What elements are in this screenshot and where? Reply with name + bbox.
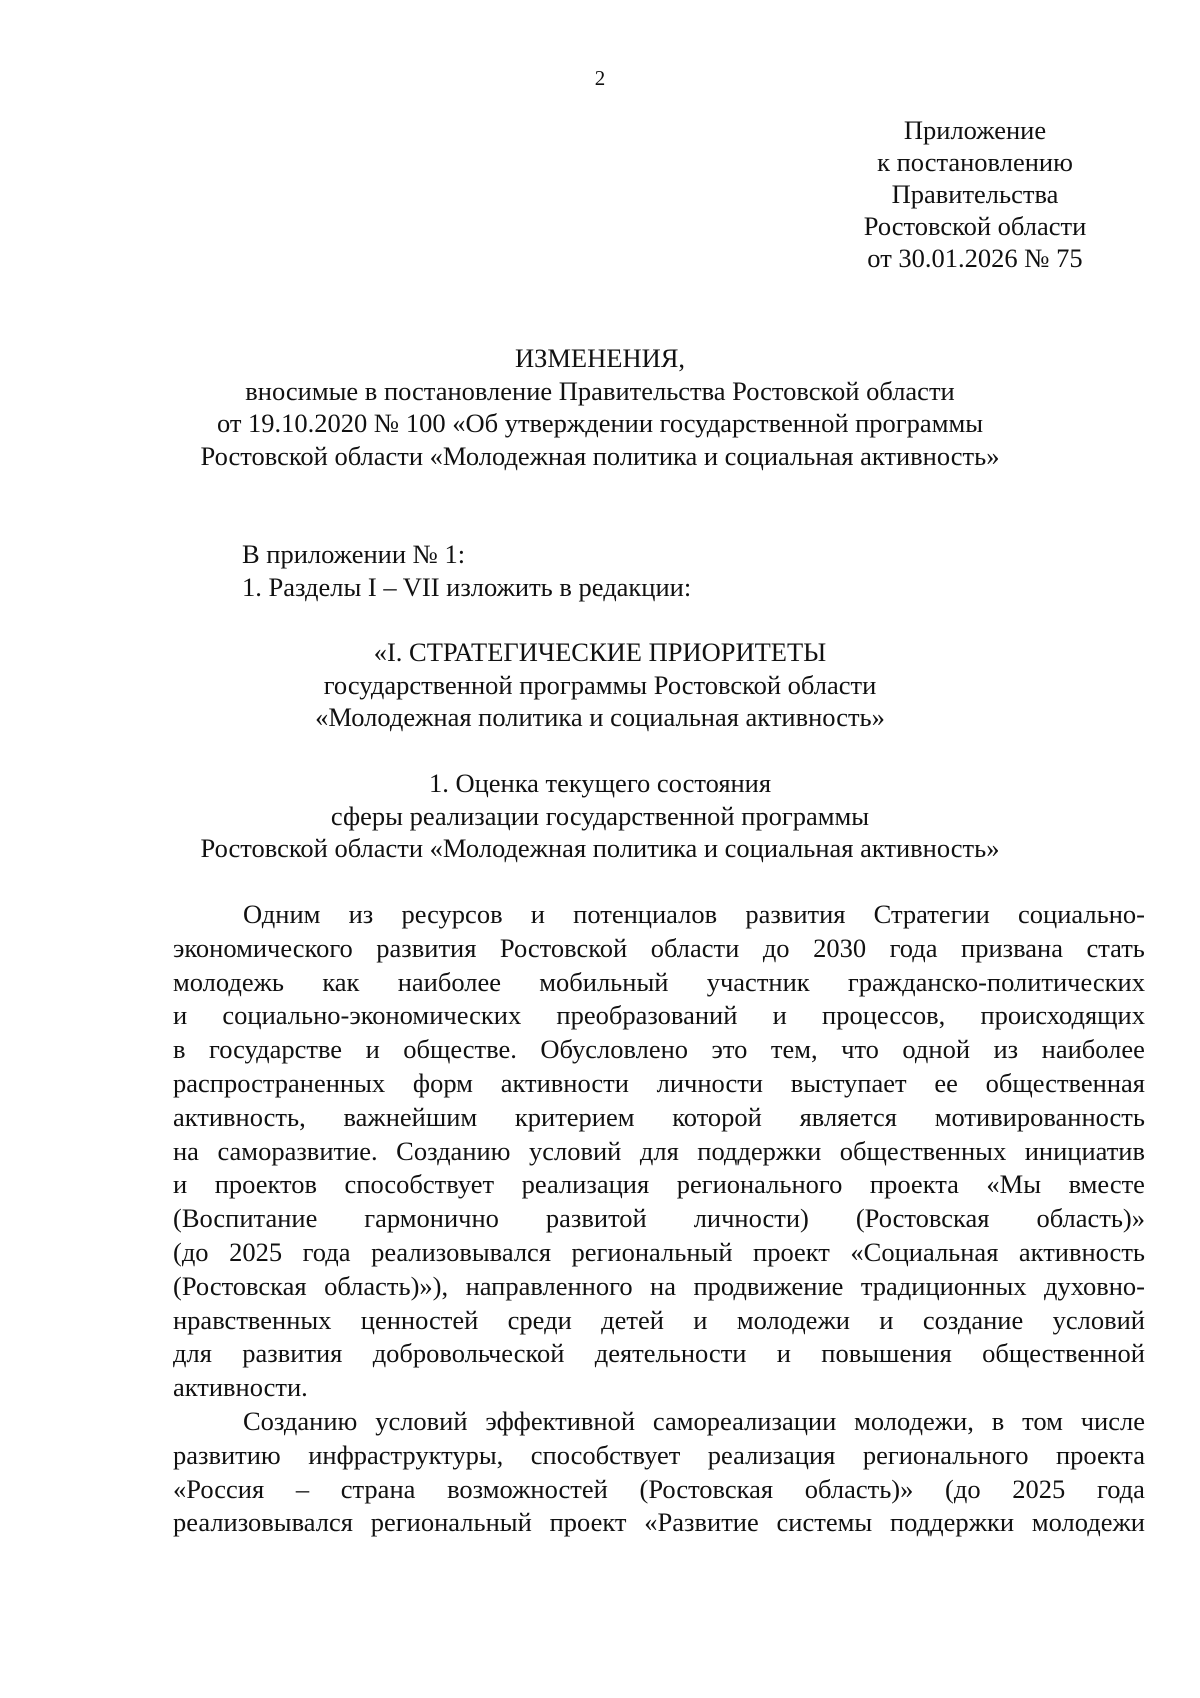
section-title-line: государственной программы Ростовской области [323,669,877,700]
paragraph-line [173,1405,1145,1439]
word: проекта [869,1169,959,1200]
appendix-line: к постановлению [877,147,1073,177]
word: реализация [521,1169,650,1200]
word: как [322,966,360,997]
word: мотивированность [934,1101,1145,1132]
paragraph-line [173,1135,1145,1169]
word: инициатив [1024,1135,1145,1166]
word: проект [549,1507,627,1538]
word: добровольческой [372,1338,565,1369]
word: (Ростовская [639,1473,774,1504]
word: распространенных [173,1067,386,1098]
word: способствует [530,1439,681,1470]
word: (до [945,1473,981,1504]
word: и [173,1000,188,1031]
word: что [841,1034,879,1065]
word: деятельности [594,1338,747,1369]
word: реализация [707,1439,836,1470]
word: и [173,1169,188,1200]
page-number: 2 [594,66,606,90]
word: проекта [1056,1439,1145,1470]
word: активности. [173,1372,308,1403]
word: системы [776,1507,873,1538]
word: регионального [862,1439,1029,1470]
word: общественная [985,1067,1145,1098]
word: вместе [1068,1169,1145,1200]
subsection-title [0,767,1200,865]
word: поддержки [890,1507,1015,1538]
word: обществе. [403,1034,517,1065]
word: проект [753,1236,830,1267]
word: развитой [545,1203,647,1234]
word: развития [745,899,846,929]
word: до [762,932,790,963]
word: выступает [790,1067,907,1098]
word: региональный [370,1507,532,1538]
word: 2025 [229,1236,283,1267]
word: стать [1086,932,1145,963]
word: и [693,1304,708,1335]
word: реализовывался [173,1507,353,1538]
word: детей [601,1304,664,1335]
word: гражданско-политических [847,966,1145,997]
appendix-line: Ростовской области [863,211,1087,241]
word: на [173,1135,199,1166]
word: направленного [465,1270,633,1301]
changes-title [0,342,1200,472]
word: года [889,932,938,963]
word: из [348,899,374,929]
paragraph-line [173,898,1145,932]
word: саморазвитие. [217,1135,378,1166]
word: на [650,1270,676,1301]
word: и [530,899,545,929]
word: «Россия [173,1473,265,1504]
paragraph-line [173,1168,1145,1202]
word: тем, [770,1034,818,1065]
word: в [991,1405,1005,1436]
word: среди [507,1304,572,1335]
word: гармонично [364,1203,499,1234]
word: 2030 [813,932,867,963]
section-title [0,636,1200,734]
word: преобразований [556,1000,738,1031]
word: критерием [514,1101,635,1132]
changes-title-line: вносимые в постановление Правительства Ростовской области [245,375,955,406]
word: области [650,932,740,963]
section-title-line: «I. СТРАТЕГИЧЕСКИЕ ПРИОРИТЕТЫ [373,637,827,667]
word: инфраструктуры, [308,1439,504,1470]
word: Ростовской [499,932,628,963]
word: нравственных [173,1304,332,1335]
word: социально- [1018,899,1145,929]
paragraph-line [173,1473,1145,1507]
word: молодежь [173,966,285,997]
word: создание [922,1304,1024,1335]
word: (Ростовская [855,1203,990,1234]
word: числе [1080,1405,1145,1436]
word: развития [242,1338,343,1369]
subsection-title-line: 1. Оценка текущего состояния [428,768,772,798]
appendix-header [825,114,1125,274]
word: года [1096,1473,1145,1504]
word: личности [656,1067,763,1098]
word: самореализации [652,1405,837,1436]
word: общественных [839,1135,1007,1166]
word: проектов [214,1169,318,1200]
word: Созданию [243,1405,358,1436]
word: и [365,1034,380,1065]
word: Обусловлено [540,1034,689,1065]
word: молодежи, [854,1405,974,1436]
word: молодежи [1031,1507,1145,1538]
intro-line: В приложении № 1: [242,539,466,569]
paragraph-line [173,966,1145,1000]
word: экономического [173,932,353,963]
word: традиционных [860,1270,1027,1301]
paragraph [173,898,1145,1405]
word: условий [375,1405,468,1436]
word: (Воспитание [173,1203,318,1234]
word: «Развитие [644,1507,759,1538]
paragraph [173,1405,1145,1540]
word: региональный [571,1236,733,1267]
word: возможностей [447,1473,608,1504]
word: активность [1018,1236,1145,1267]
word: способствует [344,1169,495,1200]
paragraph-line [173,1506,1145,1540]
word: условий [528,1135,622,1166]
word: область)»), [324,1270,449,1301]
word: (Ростовская [173,1270,307,1301]
word: личности) [693,1203,809,1234]
word: одной [902,1034,971,1065]
paragraph-line [173,1270,1145,1304]
word: молодежи [736,1304,850,1335]
word: условий [1052,1304,1145,1335]
paragraph-line [173,1337,1145,1371]
paragraph-line [173,1101,1145,1135]
word: участник [706,966,810,997]
paragraph-line [173,1371,1145,1405]
word: «Социальная [850,1236,999,1267]
word: ее [934,1067,958,1098]
word: и [776,1338,791,1369]
word: (до [173,1236,209,1267]
word: развитию [173,1439,281,1470]
word: ценностей [360,1304,479,1335]
appendix-line: Правительства [891,179,1059,209]
word: эффективной [485,1405,636,1436]
word: духовно- [1043,1270,1145,1301]
word: область)» [1036,1203,1145,1234]
word: мобильный [539,966,669,997]
word: и [879,1304,894,1335]
appendix-line: Приложение [903,115,1047,145]
word: развития [376,932,477,963]
word: том [1022,1405,1063,1436]
word: Одним [243,899,321,929]
word: социально-экономических [222,1000,522,1031]
body-text [173,898,1145,1540]
word: потенциалов [573,899,718,929]
word: Стратегии [873,899,990,929]
word: для [173,1338,212,1369]
paragraph-line [173,932,1145,966]
word: из [993,1034,1019,1065]
word: регионального [676,1169,843,1200]
paragraph-line [173,1033,1145,1067]
paragraph-line [173,1202,1145,1236]
intro-block [242,538,691,603]
paragraph-line [173,1439,1145,1473]
word: общественной [982,1338,1145,1369]
word: форм [412,1067,473,1098]
section-title-line: «Молодежная политика и социальная активность» [315,702,885,732]
paragraph-line [173,1236,1145,1270]
word: 2025 [1012,1473,1066,1504]
word: повышения [821,1338,952,1369]
subsection-title-line: сферы реализации государственной программы [330,800,870,831]
word: страна [340,1473,416,1504]
word: процессов, [822,1000,946,1031]
word: наиболее [397,966,501,997]
word: является [799,1101,897,1132]
word: – [295,1473,310,1504]
paragraph-line [173,999,1145,1033]
appendix-line: от 30.01.2026 № 75 [867,243,1083,273]
word: это [711,1034,748,1065]
word: Созданию [396,1135,511,1166]
word: реализовывался [371,1236,552,1267]
word: призвана [961,932,1063,963]
word: происходящих [980,1000,1145,1031]
word: которой [672,1101,762,1132]
intro-line: 1. Разделы I – VII изложить в редакции: [242,571,692,602]
word: государстве [209,1034,343,1065]
word: в [173,1034,186,1065]
paragraph-line [173,1304,1145,1338]
word: важнейшим [343,1101,478,1132]
word: поддержки [697,1135,822,1166]
word: и [772,1000,787,1031]
word: ресурсов [401,899,503,929]
word: активность, [173,1101,306,1132]
word: наиболее [1041,1034,1145,1065]
paragraph-line [173,1067,1145,1101]
word: продвижение [693,1270,844,1301]
word: для [639,1135,679,1166]
changes-title-line: ИЗМЕНЕНИЯ, [514,343,686,373]
word: года [302,1236,351,1267]
changes-title-line: от 19.10.2020 № 100 «Об утверждении государственной программы [216,408,984,438]
word: область)» [804,1473,914,1504]
subsection-title-line: Ростовской области «Молодежная политика и социальная активность» [200,833,1000,863]
word: активности [500,1067,629,1098]
changes-title-line: Ростовской области «Молодежная политика и социальная активность» [200,440,1000,471]
word: «Мы [986,1169,1042,1200]
